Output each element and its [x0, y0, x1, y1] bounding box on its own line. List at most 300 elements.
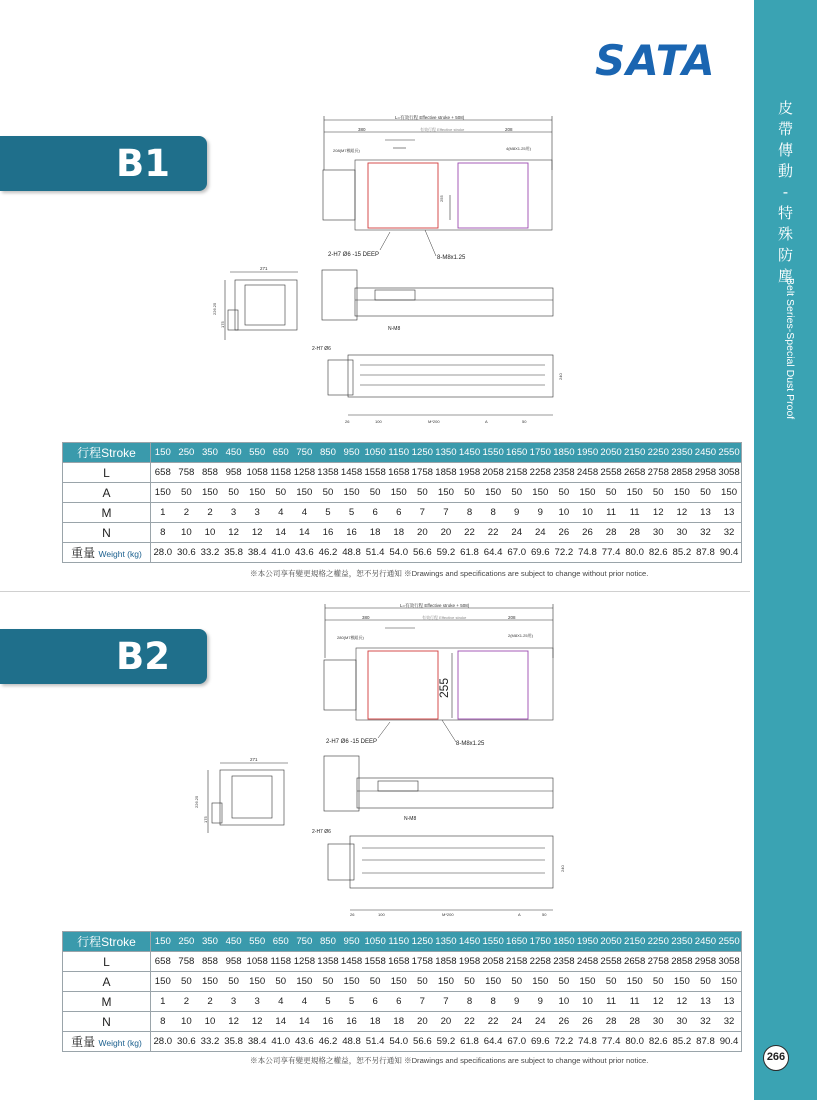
table-cell: 2658 [624, 467, 646, 478]
table-cell: 550 [249, 447, 266, 458]
table-cell: 2258 [529, 467, 551, 478]
table-row-weight [63, 543, 742, 563]
table-cell: 72.2 [554, 547, 574, 558]
table-cell: 50 [511, 487, 523, 498]
drawing-svg-b2 [180, 598, 760, 928]
table-cell: 20 [440, 527, 452, 538]
table-cell: 14 [275, 527, 287, 538]
table-cell: 12 [228, 527, 239, 538]
table-cell: 67.0 [507, 547, 527, 558]
bottom-dim-1-b2: 26 [350, 912, 355, 917]
bottom-dim-2-b2: 100 [378, 912, 385, 917]
table-cell: 6 [396, 507, 402, 518]
table-cell: 16 [346, 527, 357, 538]
table-cell: 5 [325, 996, 331, 1007]
right-height-b2: 240 [560, 865, 565, 872]
side-h1-b1: 226.25 [212, 302, 217, 315]
table-cell: 9 [537, 507, 543, 518]
table-cell: 16 [322, 1016, 334, 1027]
dim-left-b1: 380 [358, 127, 366, 132]
table-cell: 2758 [647, 467, 669, 478]
table-cell: 1558 [364, 956, 386, 967]
table-row-m [63, 503, 742, 523]
table-cell: 16 [322, 527, 334, 538]
table-cell: 2658 [624, 956, 646, 967]
page-number: 266 [763, 1045, 789, 1071]
table-cell: 2350 [671, 447, 693, 458]
technical-drawing-b2 [180, 598, 760, 928]
table-cell: 1050 [364, 936, 386, 947]
table-cell: 150 [437, 487, 454, 498]
table-cell: 10 [558, 996, 570, 1007]
table-cell: 150 [154, 936, 171, 947]
table-cell: 250 [178, 447, 195, 458]
table-cell: 1858 [435, 467, 457, 478]
table-cell: 750 [296, 447, 313, 458]
side-strip [754, 0, 817, 1100]
screw-label-b2: 8-M8x1.25 [456, 741, 485, 747]
table-cell: 50 [228, 487, 239, 498]
row-label: L [63, 952, 151, 972]
table-cell: 2458 [576, 956, 599, 967]
table-cell: 14 [299, 527, 310, 538]
table-cell: 32 [723, 1016, 735, 1027]
table-cell: 1450 [458, 936, 481, 947]
table-cell: 14 [299, 1016, 310, 1027]
table-cell: 77.4 [601, 1036, 621, 1047]
dim-right-b1: 208 [505, 127, 513, 132]
disclaimer-note-b1: ※本公司享有變更規格之權益，恕不另行通知 ※Drawings and specifications are subject to change without prior notice. [250, 569, 649, 578]
stroke-label-en: Stroke [101, 446, 136, 460]
table-cell: 1550 [482, 936, 504, 947]
table-cell: 12 [676, 996, 688, 1007]
table-cell: 50 [416, 976, 428, 987]
side-title-en: Belt Series-Special Dust Proof [784, 278, 796, 420]
table-cell: 9 [514, 507, 520, 518]
note-left-b2: 280(M7模組長) [337, 635, 364, 640]
table-cell: 67.0 [507, 1036, 527, 1047]
table-cell: 28 [605, 1016, 617, 1027]
screw-label-b1: 8-M8x1.25 [437, 255, 466, 261]
table-cell: 50 [322, 487, 334, 498]
table-cell: 350 [201, 936, 218, 947]
table-cell: 51.4 [365, 1036, 385, 1047]
table-cell: 10 [181, 527, 192, 538]
table-cell: 2158 [506, 467, 528, 478]
table-cell: 2350 [671, 936, 693, 947]
table-cell: 48.8 [342, 547, 361, 558]
stroke-label-cn: 行程 [77, 935, 102, 949]
table-cell: 150 [390, 487, 407, 498]
table-cell: 13 [700, 996, 711, 1007]
table-cell: 28.0 [153, 547, 173, 558]
dim-right-b2: 208 [508, 615, 516, 620]
table-cell: 28 [605, 527, 617, 538]
section-label-b1: B1 [116, 142, 170, 185]
table-cell: 61.8 [460, 547, 479, 558]
pin-label-b1: 2-H7 Ø6 -15 DEEP [328, 252, 380, 258]
table-cell: 1558 [364, 467, 386, 478]
table-cell: 3 [254, 507, 260, 518]
table-cell: 41.0 [271, 1036, 291, 1047]
drawing-svg-b1 [200, 110, 760, 430]
table-cell: 43.6 [295, 547, 314, 558]
disclaimer-note-b2: ※本公司享有變更規格之權益，恕不另行通知 ※Drawings and specifications are subject to change without prior notice. [250, 1056, 649, 1065]
table-cell: 1550 [482, 447, 504, 458]
table-cell: 69.6 [530, 1036, 550, 1047]
table-cell: 2158 [506, 956, 528, 967]
table-cell: 150 [154, 976, 171, 987]
table-cell: 2150 [624, 936, 646, 947]
table-cell: 18 [369, 1016, 381, 1027]
table-cell: 50 [322, 976, 334, 987]
row-values [151, 992, 742, 1012]
table-cell: 2 [183, 507, 190, 518]
table-cell: 958 [225, 956, 242, 967]
table-cell: 1458 [340, 956, 363, 967]
row-values [151, 523, 742, 543]
weight-values [151, 1032, 742, 1052]
table-cell: 150 [485, 976, 502, 987]
weight-values [151, 543, 742, 563]
table-cell: 50 [275, 487, 287, 498]
table-cell: 10 [204, 527, 216, 538]
table-cell: 1758 [411, 956, 433, 967]
table-cell: 12 [228, 1016, 239, 1027]
table-cell: 858 [201, 467, 218, 478]
table-cell: 2250 [647, 447, 669, 458]
table-cell: 10 [558, 507, 570, 518]
table-cell: 26 [558, 1016, 570, 1027]
table-cell: 150 [485, 487, 502, 498]
table-cell: 1150 [388, 447, 410, 458]
dim-total-b1: L=有效行程 Effective stroke + 508) [395, 115, 465, 120]
table-cell: 1458 [340, 467, 363, 478]
table-cell: 250 [178, 936, 195, 947]
table-cell: 22 [487, 1016, 499, 1027]
stroke-label-en: Stroke [101, 935, 136, 949]
table-cell: 85.2 [672, 1036, 692, 1047]
dim-mid-b2: 有效行程 Effective stroke [422, 615, 467, 620]
section-divider [0, 591, 750, 592]
table-cell: 30.6 [177, 1036, 196, 1047]
section-label-b2: B2 [116, 635, 170, 678]
table-cell: 950 [343, 447, 360, 458]
row-label: A [63, 972, 151, 992]
table-cell: 150 [673, 976, 690, 987]
table-cell: 8 [490, 996, 496, 1007]
side-h2-b1: 175 [220, 321, 225, 328]
table-cell: 1050 [364, 447, 386, 458]
table-cell: 958 [225, 467, 242, 478]
table-cell: 750 [296, 936, 313, 947]
table-cell: 1450 [458, 447, 481, 458]
table-cell: 2858 [671, 467, 693, 478]
table-cell: 7 [419, 996, 425, 1007]
note-left-b1: 208(M7模組長) [333, 148, 360, 153]
table-cell: 5 [348, 507, 355, 518]
table-cell: 12 [652, 507, 664, 518]
table-cell: 4 [301, 996, 308, 1007]
table-cell: 150 [579, 976, 596, 987]
table-cell: 150 [390, 976, 407, 987]
table-cell: 50 [228, 976, 239, 987]
table-cell: 50 [652, 487, 664, 498]
table-cell: 50 [558, 976, 570, 987]
table-cell: 1258 [293, 467, 316, 478]
table-cell: 61.8 [460, 1036, 479, 1047]
table-cell: 3 [230, 507, 237, 518]
table-row-l [63, 952, 742, 972]
table-cell: 32 [700, 1016, 711, 1027]
table-cell: 150 [626, 976, 643, 987]
table-cell: 50 [511, 976, 523, 987]
table-cell: 90.4 [719, 1036, 739, 1047]
table-cell: 150 [154, 447, 171, 458]
table-cell: 56.6 [412, 547, 432, 558]
spec-table-b1 [62, 442, 742, 563]
table-cell: 1350 [435, 447, 457, 458]
table-cell: 2558 [600, 956, 622, 967]
table-cell: 150 [721, 976, 738, 987]
pin2-label-b1: 2-H7 Ø6 [312, 346, 331, 352]
table-cell: 41.0 [271, 547, 291, 558]
table-cell: 33.2 [200, 547, 220, 558]
table-cell: 50 [605, 976, 617, 987]
table-cell: 50 [181, 976, 192, 987]
table-cell: 10 [582, 507, 593, 518]
table-cell: 2 [207, 507, 213, 518]
table-cell: 3058 [718, 956, 740, 967]
table-cell: 2058 [482, 467, 504, 478]
table-cell: 1058 [246, 956, 268, 967]
table-cell: 20 [440, 1016, 452, 1027]
table-cell: 150 [296, 976, 313, 987]
table-cell: 50 [558, 487, 570, 498]
table-cell: 26 [582, 527, 593, 538]
table-cell: 16 [346, 1016, 357, 1027]
table-cell: 1958 [458, 467, 481, 478]
table-cell: 11 [629, 507, 640, 518]
table-cell: 43.6 [295, 1036, 314, 1047]
table-cell: 150 [579, 487, 596, 498]
table-cell: 1258 [293, 956, 316, 967]
table-cell: 28 [629, 1016, 640, 1027]
table-cell: 18 [393, 527, 405, 538]
table-cell: 1858 [435, 956, 457, 967]
table-cell: 14 [275, 1016, 287, 1027]
bottom-dim-4-b1: A [485, 419, 488, 424]
table-cell: 12 [251, 1016, 263, 1027]
table-cell: 1658 [388, 467, 410, 478]
note-right-b2: 2(M8X1.25用) [508, 633, 533, 638]
table-cell: 77.4 [601, 547, 621, 558]
table-cell: 150 [249, 976, 266, 987]
bottom-dim-4-b2: A [518, 912, 521, 917]
table-cell: 28.0 [153, 1036, 173, 1047]
table-cell: 56.6 [412, 1036, 432, 1047]
table-cell: 13 [723, 507, 735, 518]
table-cell: 858 [201, 956, 218, 967]
table-cell: 2050 [600, 447, 622, 458]
table-cell: 12 [652, 996, 664, 1007]
table-cell: 1250 [411, 936, 433, 947]
table-cell: 2050 [600, 936, 622, 947]
bottom-dim-3-b1: M*200 [428, 419, 440, 424]
spec-table-b2 [62, 931, 742, 1052]
table-cell: 50 [700, 976, 711, 987]
table-cell: 35.8 [224, 1036, 243, 1047]
nm-label-b2: N-M8 [404, 816, 417, 822]
table-cell: 4 [301, 507, 308, 518]
table-cell: 1850 [553, 447, 575, 458]
row-label: M [63, 992, 151, 1012]
table-cell: 22 [464, 1016, 475, 1027]
table-cell: 54.0 [389, 1036, 409, 1047]
table-cell: 50 [369, 487, 381, 498]
table-cell: 1158 [270, 467, 292, 478]
row-label: L [63, 463, 151, 483]
technical-drawing-b1 [200, 110, 760, 430]
right-height-b1: 240 [558, 373, 563, 380]
row-values [151, 952, 742, 972]
table-cell: 1650 [506, 936, 528, 947]
table-cell: 64.4 [483, 547, 503, 558]
table-cell: 1950 [576, 936, 599, 947]
table-cell: 6 [372, 996, 378, 1007]
table-cell: 150 [532, 976, 549, 987]
side-title-cn: 皮 帶 傳 動 - 特 殊 防 塵 [777, 99, 793, 285]
table-cell: 150 [532, 487, 549, 498]
table-cell: 5 [348, 996, 355, 1007]
table-cell: 2250 [647, 936, 669, 947]
table-cell: 2258 [529, 956, 551, 967]
table-cell: 30 [676, 1016, 688, 1027]
table-cell: 50 [369, 976, 381, 987]
table-cell: 32 [700, 527, 711, 538]
table-cell: 30.6 [177, 547, 196, 558]
table-cell: 20 [416, 1016, 428, 1027]
table-cell: 20 [416, 527, 428, 538]
table-cell: 2558 [600, 467, 622, 478]
table-cell: 658 [154, 467, 171, 478]
table-cell: 59.2 [436, 1036, 456, 1047]
table-row-n [63, 1012, 742, 1032]
table-cell: 2550 [718, 447, 740, 458]
table-row-a [63, 972, 742, 992]
table-cell: 2458 [576, 467, 599, 478]
table-cell: 2958 [694, 956, 717, 967]
dim-left-b2: 380 [362, 615, 370, 620]
table-cell: 3058 [718, 467, 740, 478]
table-cell: 850 [319, 936, 336, 947]
table-cell: 1350 [435, 936, 457, 947]
table-cell: 50 [700, 487, 711, 498]
table-cell: 87.8 [696, 1036, 715, 1047]
stroke-values [151, 443, 742, 463]
table-cell: 450 [225, 936, 242, 947]
table-cell: 150 [201, 487, 218, 498]
table-cell: 7 [443, 507, 449, 518]
table-cell: 8 [466, 507, 473, 518]
table-cell: 12 [676, 507, 688, 518]
table-cell: 2358 [553, 956, 575, 967]
table-cell: 22 [464, 527, 475, 538]
table-cell: 8 [466, 996, 473, 1007]
table-cell: 1750 [529, 936, 551, 947]
table-cell: 2758 [647, 956, 669, 967]
table-cell: 150 [437, 976, 454, 987]
table-cell: 11 [629, 996, 640, 1007]
table-cell: 758 [178, 956, 195, 967]
table-cell: 1358 [317, 956, 339, 967]
table-cell: 82.6 [648, 1036, 668, 1047]
table-cell: 90.4 [719, 547, 739, 558]
table-cell: 30 [676, 527, 688, 538]
table-cell: 24 [534, 527, 546, 538]
table-cell: 11 [606, 996, 617, 1007]
table-cell: 6 [372, 507, 378, 518]
table-cell: 72.2 [554, 1036, 574, 1047]
table-cell: 950 [343, 936, 360, 947]
row-label: A [63, 483, 151, 503]
table-row-weight [63, 1032, 742, 1052]
table-cell: 150 [343, 487, 360, 498]
table-cell: 18 [369, 527, 381, 538]
table-cell: 1658 [388, 956, 410, 967]
table-cell: 2450 [694, 936, 717, 947]
table-cell: 2150 [624, 447, 646, 458]
table-cell: 4 [278, 507, 284, 518]
note-right-b1: 4(M8X1.25用) [506, 146, 531, 151]
table-cell: 8 [160, 527, 166, 538]
table-row-l [63, 463, 742, 483]
weight-label-en: Weight (kg) [98, 549, 142, 559]
table-cell: 30 [652, 1016, 664, 1027]
dim-total-b2: L=有效行程 Effective stroke + 508) [400, 603, 470, 608]
table-cell: 1950 [576, 447, 599, 458]
table-cell: 69.6 [530, 547, 550, 558]
table-cell: 26 [582, 1016, 593, 1027]
table-cell: 22 [487, 527, 499, 538]
table-cell: 24 [534, 1016, 546, 1027]
table-cell: 26 [558, 527, 570, 538]
bottom-dim-5-b2: 50 [542, 912, 547, 917]
table-cell: 1650 [506, 447, 528, 458]
table-cell: 758 [178, 467, 195, 478]
table-cell: 59.2 [436, 547, 456, 558]
table-cell: 24 [511, 527, 523, 538]
table-cell: 24 [511, 1016, 523, 1027]
table-cell: 50 [275, 976, 287, 987]
table-cell: 8 [160, 1016, 166, 1027]
table-cell: 2 [183, 996, 190, 1007]
table-cell: 13 [700, 507, 711, 518]
table-cell: 18 [393, 1016, 405, 1027]
table-cell: 32 [723, 527, 735, 538]
table-cell: 50 [181, 487, 192, 498]
table-row-stroke [63, 932, 742, 952]
row-values [151, 483, 742, 503]
row-label: M [63, 503, 151, 523]
section-tab-b1 [0, 136, 207, 191]
table-cell: 150 [626, 487, 643, 498]
table-cell: 38.4 [247, 547, 267, 558]
bottom-dim-5-b1: 50 [522, 419, 527, 424]
table-cell: 2450 [694, 447, 717, 458]
table-cell: 850 [319, 447, 336, 458]
table-cell: 3 [254, 996, 260, 1007]
